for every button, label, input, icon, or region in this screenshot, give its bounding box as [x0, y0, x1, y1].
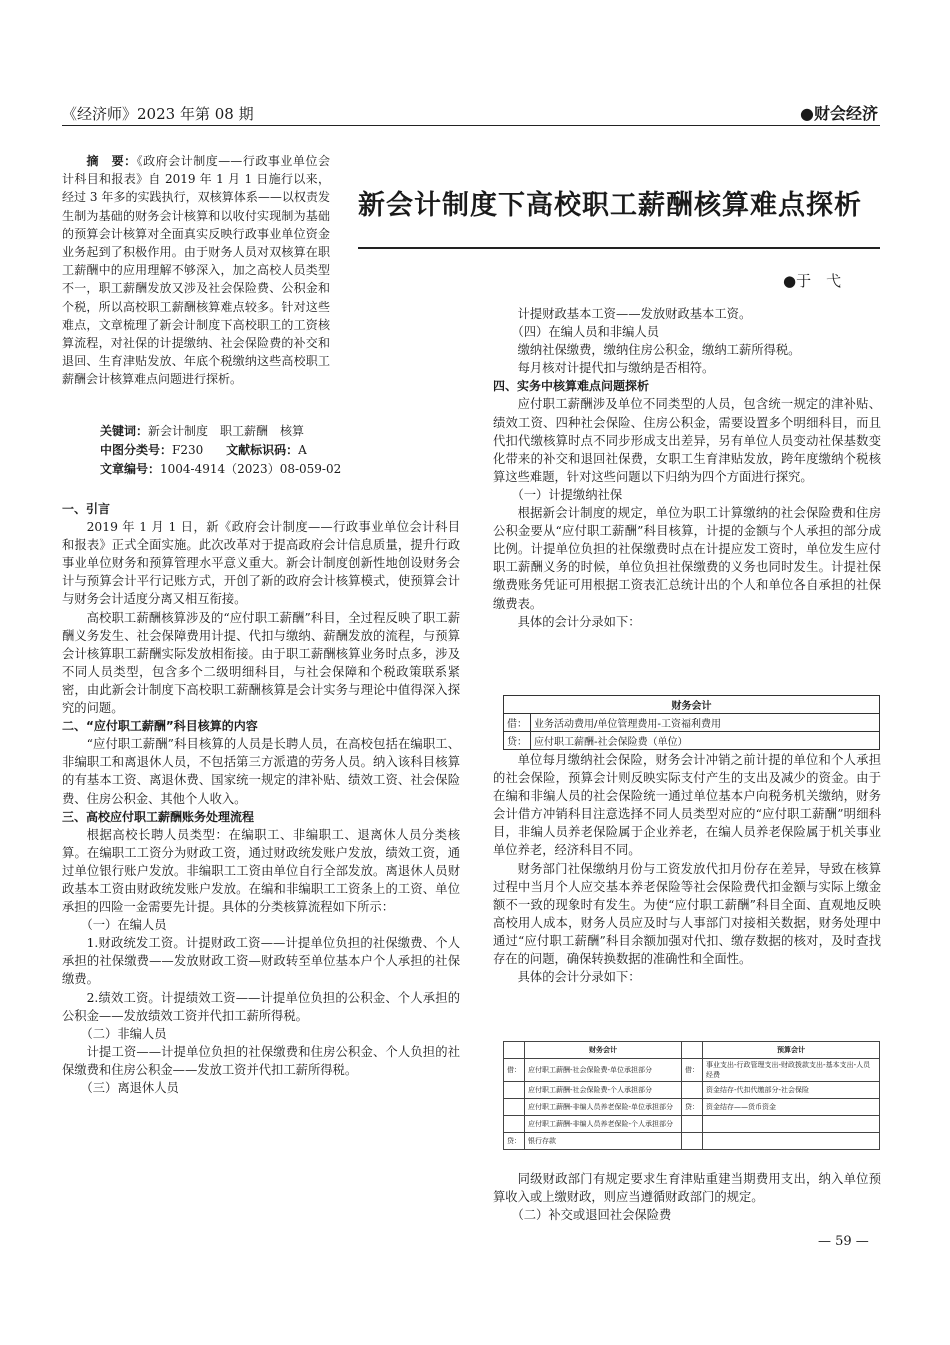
t2-cell: 事业支出-行政管理支出-财政拨款支出-基本支出-人员经费 [703, 1059, 880, 1082]
subsection-heading: （三）离退休人员 [80, 1081, 179, 1095]
right-column-c [493, 1170, 881, 1224]
paragraph: 应付职工薪酬涉及单位不同类型的人员，包含统一规定的津补贴、绩效工资、四种社会保险、住房公积金，需要设置多个明细科目，而且代扣代缴核算时点不同步形成支出差异，另有单位人员变动社保基数变化带来的补交和退回社保费，女职工生育津贴发放，跨年度缴纳个税核算这些难题，针对这些问题以下归纳为四个方面进行探究。 [493, 397, 881, 484]
t1-header: 财务会计 [504, 696, 880, 714]
t1-credit: 贷： [504, 732, 531, 750]
paragraph: 具体的会计分录如下： [517, 614, 641, 629]
t2-cell: 应付职工薪酬-社会保险费-个人承担部分 [525, 1082, 682, 1099]
section-heading: 三、高校应付职工薪酬账务处理流程 [62, 809, 255, 824]
keywords-line: 关键词：新会计制度 职工薪酬 核算 [100, 424, 305, 438]
journal-entry-table-2 [503, 1041, 880, 1150]
meta-block [100, 422, 460, 479]
paragraph: 2.绩效工资。计提绩效工资——计提单位负担的公积金、个人承担的公积金——发放绩效工资并代扣工薪所得税。 [62, 990, 460, 1023]
header-rule [62, 125, 880, 126]
section-tag: ●财会经济 [800, 104, 878, 123]
journal-entry-table-1 [503, 695, 880, 750]
t2-cell: 借： [504, 1059, 525, 1082]
t2-cell: 贷： [682, 1099, 703, 1116]
paragraph: 缴纳社保缴费，缴纳住房公积金，缴纳工薪所得税。 [517, 343, 801, 358]
t2-cell: 借： [682, 1059, 703, 1082]
journal-header: 《经济师》2023 年第 08 期 [62, 105, 254, 123]
paragraph: 高校职工薪酬核算涉及的“应付职工薪酬”科目，全过程反映了职工薪酬义务发生、社会保障费用计提、代扣与缴纳、薪酬发放的流程，与预算会计核算职工薪酬实际发放相衔接。由于职工薪酬核算业务时点多，涉及不同人员类型，包含多个二级明细科目，与社会保障和个税政策联系紧密，由此新会计制度下高校职工薪酬核算是会计实务与理论中值得深入探究的问题。 [62, 610, 460, 716]
paragraph: 财务部门社保缴纳月份与工资发放代扣月份存在差异，导致在核算过程中当月个人应交基本养老保险等社会保险费代扣金额与实际上缴金额不一致的现象时有发生。为使“应付职工薪酬”科目全面、直观地反映高校用人成本，财务人员应及时与人事部门对接相关数据，财务处理中通过“应付职工薪酬”科目余额加强对代扣、缴存数据的核对，及时查找存在的问题，确保转换数据的准确性和全面性。 [493, 861, 881, 967]
subsection-heading: （二）补交或退回社会保险费 [511, 1208, 672, 1223]
abstract-label: 摘 要： [86, 154, 137, 168]
paragraph: 每月核对计提代扣与缴纳是否相符。 [517, 361, 715, 376]
t2-header-budget: 预算会计 [703, 1042, 880, 1059]
paragraph: 根据高校长聘人员类型：在编职工、非编职工、退离休人员分类核算。在编职工工资分为财政工资，通过财政统发账户发放，绩效工资，通过单位银行账户发放。非编职工工资由单位自行全部发放。离退休人员财政基本工资由财政统发账户发放。在编和非编职工工资条上的工资、单位承担的四险一金需要先计提。具体的分类核算流程如下所示： [62, 827, 460, 915]
t2-cell: 资金结存——货币资金 [703, 1099, 880, 1116]
paragraph: 2019 年 1 月 1 日，新《政府会计制度——行政事业单位会计科目和报表》正式全面实施。此次改革对于提高政府会计信息质量，提升行政事业单位财务和预算管理水平意义重大。新会计制度创新性地创设财务会计与预算会计平行记账方式，开创了新的政府会计核算模式，使预算会计与财务会计适度分离又相互衔接。 [62, 520, 460, 607]
paragraph: 同级财政部门有规定要求生育津贴重建当期费用支出，纳入单位预算收入或上缴财政，则应当遵循财政部门的规定。 [493, 1172, 881, 1205]
t2-cell: 资金结存-代扣代缴部分-社会保险 [703, 1082, 880, 1099]
subsection-heading: （二）非编人员 [80, 1026, 167, 1041]
paragraph: 计提工资——计提单位负担的社保缴费和住房公积金、个人负担的社保缴费和住房公积金——发放工资并代扣工薪所得税。 [62, 1044, 460, 1077]
subsection-heading: （四）在编人员和非编人员 [511, 325, 660, 340]
paragraph: 计提财政基本工资——发放财政基本工资。 [517, 307, 752, 321]
page-number: — 59 — [818, 1234, 869, 1249]
t1-debit: 借： [504, 714, 531, 732]
paragraph: 1.财政统发工资。计提财政工资——计提单位负担的社保缴费、个人承担的社保缴费——发放财政工资—财政转至单位基本户个人承担的社保缴费。 [62, 936, 460, 987]
t2-cell: 贷： [504, 1133, 525, 1150]
subsection-heading: （一）计提缴纳社保 [511, 487, 623, 502]
left-column [62, 500, 460, 1097]
paragraph: 单位每月缴纳社会保险，财务会计冲销之前计提的单位和个人承担的社会保险，预算会计则反映实际支付产生的支出及减少的资金。由于在编和非编人员的社会保险统一通过单位基本户向税务机关缴纳，财务会计借方冲销科目注意选择不同人员类型对应的“应付职工薪酬”明细科目，非编人员养老保险属于企业养老，在编人员养老保险属于机关事业单位养老，经济科目不同。 [493, 753, 881, 858]
abstract-block [62, 152, 460, 389]
paragraph: “应付职工薪酬”科目核算的人员是长聘人员，在高校包括在编职工、非编职工和离退休人员，不包括第三方派遣的劳务人员。纳入该科目核算的有基本工资、离退休费、国家统一规定的津补贴、绩效工资、社会保险费、住房公积金、其他个人收入。 [62, 737, 460, 806]
section-heading: 二、“应付职工薪酬”科目核算的内容 [62, 719, 258, 734]
abstract [62, 152, 330, 389]
section-heading: 四、实务中核算难点问题探析 [493, 379, 650, 394]
t1-debit-account: 业务活动费用/单位管理费用-工资福利费用 [531, 714, 880, 732]
right-column-a [493, 305, 881, 631]
t2-cell: 应付职工薪酬-非编人员养老保险-单位承担部分 [525, 1099, 682, 1116]
t2-cell: 应付职工薪酬-非编人员养老保险-个人承担部分 [525, 1116, 682, 1133]
section-heading: 一、引言 [62, 502, 111, 516]
t1-credit-account: 应付职工薪酬-社会保险费（单位） [531, 732, 880, 750]
right-column-b [493, 751, 881, 986]
paragraph: 具体的会计分录如下： [517, 970, 641, 985]
article-title: 新会计制度下高校职工薪酬核算难点探析 [358, 190, 862, 221]
paragraph: 根据新会计制度的规定，单位为职工计算缴纳的社会保险费和住房公积金要从“应付职工薪酬”科目核算，计提的金额与个人承担的部分成比例。计提单位负担的社保缴费时点在计提应发工资时，单位发生应付职工薪酬义务的时候，单位负担社保缴费的义务也同时发生。计提社保缴费账务凭证可用根据工资表汇总统计出的个人和单位各自承担的社保缴费表。 [493, 506, 881, 611]
t2-header-financial: 财务会计 [525, 1042, 682, 1059]
t2-cell: 应付职工薪酬-社会保险费-单位承担部分 [525, 1059, 682, 1082]
article-no-line: 文章编号：1004-4914（2023）08-059-02 [100, 462, 342, 476]
author: ●于 弋 [783, 272, 842, 290]
abstract-text: 《政府会计制度——行政事业单位会计科目和报表》自 2019 年 1 月 1 日施行以来，经过 3 年多的实践执行，双核算体系——以权责发生制为基础的财务会计核算和以收付实现制为基础的预算会计核算对全面真实反映行政事业单位资金业务起到了积极作用。由于财务人员对双核算在职工薪酬中的应用理解不够深入，加之高校人员类型不一，职工薪酬发放又涉及社会保险费、公积金和个税，所以高校职工薪酬核算难点较多。针对这些难点，文章梳理了新会计制度下高校职工的工资核算流程，对社保的计提缴纳、社会保险费的补交和退回、生育津贴发放、年底个税缴纳这些高校职工薪酬会计核算难点问题进行探析。 [62, 154, 330, 387]
clc-line: 中图分类号：F230 文献标识码：A [100, 443, 307, 457]
subsection-heading: （一）在编人员 [80, 918, 167, 933]
t2-cell: 银行存款 [525, 1133, 682, 1150]
